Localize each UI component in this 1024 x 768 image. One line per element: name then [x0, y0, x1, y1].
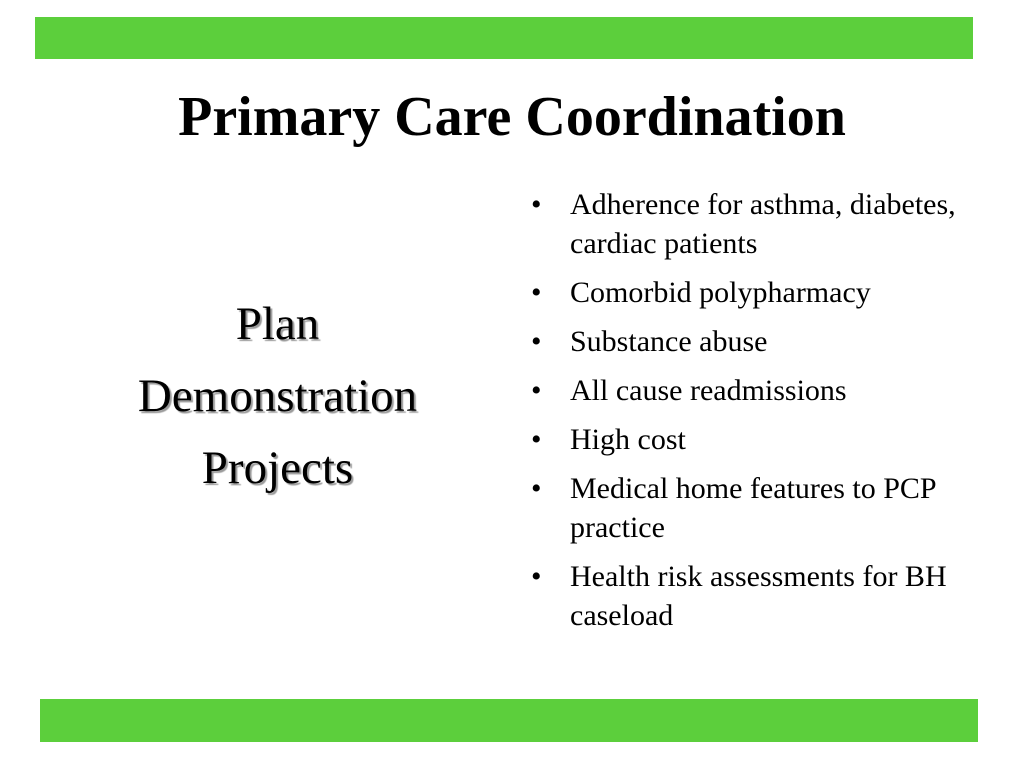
bullet-item-adherence [531, 185, 971, 263]
bullet-dot-icon: • [531, 472, 542, 505]
bullet-text: Comorbid polypharmacy [570, 276, 871, 309]
bullet-item-readmissions [531, 371, 971, 410]
bullet-dot-icon: • [531, 560, 542, 593]
left-heading-line-demonstration: Demonstration [137, 370, 418, 422]
bullet-dot-icon: • [531, 374, 542, 407]
bullet-text: Adherence for asthma, diabetes, cardiac patients [570, 188, 956, 260]
slide-title: Primary Care Coordination [178, 86, 846, 148]
bullet-dot-icon: • [531, 423, 542, 456]
bottom-accent-bar [40, 699, 978, 742]
left-heading-line-projects: Projects [201, 442, 354, 494]
bullet-item-high-cost [531, 420, 971, 459]
bullet-text: Medical home features to PCP practice [570, 472, 936, 544]
bullet-item-medical-home [531, 469, 971, 547]
bullet-dot-icon: • [531, 188, 542, 221]
left-heading [80, 288, 475, 504]
bullet-item-health-risk [531, 557, 971, 635]
bullet-dot-icon: • [531, 325, 542, 358]
bullet-item-polypharmacy [531, 273, 971, 312]
bullet-text: All cause readmissions [570, 374, 847, 407]
left-heading-line-plan: Plan [235, 298, 320, 350]
bullet-text: High cost [570, 423, 686, 456]
bullet-item-substance-abuse [531, 322, 971, 361]
bullet-text: Health risk assessments for BH caseload [570, 560, 947, 632]
bullet-dot-icon: • [531, 276, 542, 309]
top-accent-bar [35, 17, 973, 59]
bullet-text: Substance abuse [570, 325, 768, 358]
bullet-list [531, 185, 971, 645]
